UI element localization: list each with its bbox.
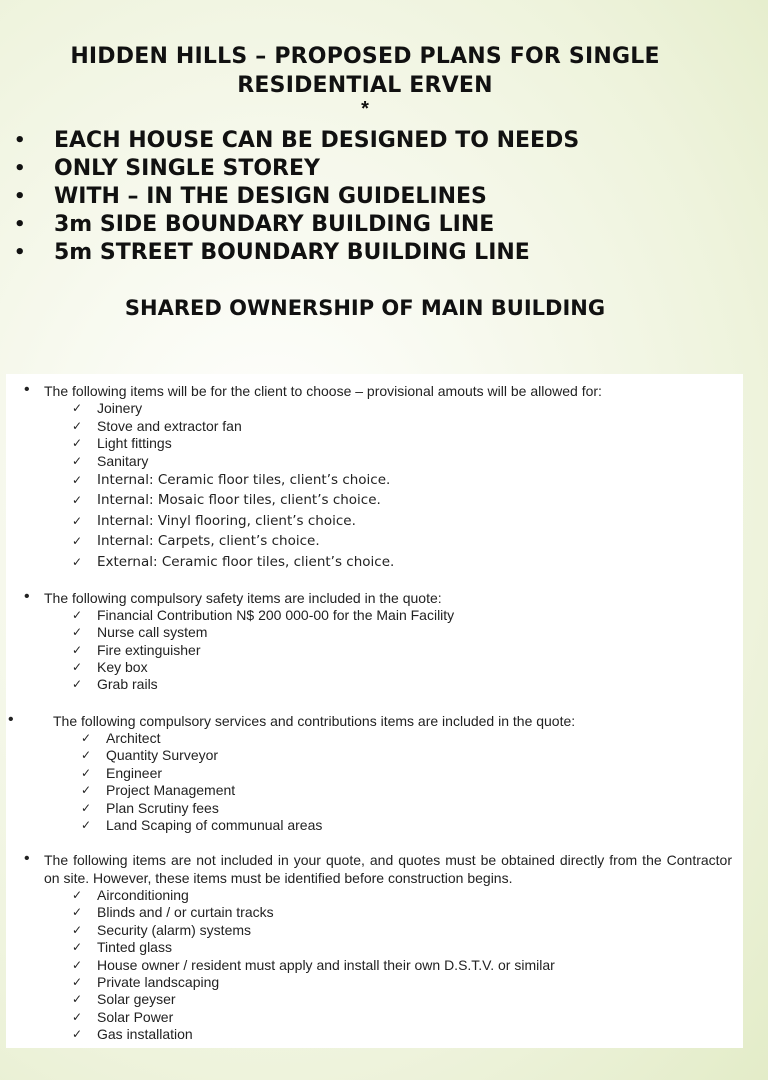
- item-text: Light fittings: [97, 435, 172, 451]
- list-item: [72, 607, 734, 624]
- check-icon: ✓: [81, 731, 92, 745]
- list-item: [72, 957, 732, 974]
- check-icon: ✓: [72, 677, 83, 692]
- page-title: [0, 42, 730, 100]
- list-item: [72, 676, 734, 693]
- check-icon: ✓: [81, 800, 92, 815]
- main-point: [14, 211, 579, 239]
- client-choice-section: [24, 381, 734, 572]
- bullet-icon: •: [8, 711, 14, 728]
- list-item: [72, 1009, 732, 1026]
- check-icon: ✓: [72, 554, 83, 569]
- checklist: [72, 607, 734, 693]
- check-icon: ✓: [81, 748, 92, 763]
- list-item: [81, 800, 733, 817]
- list-item: [81, 765, 733, 782]
- list-item: [72, 552, 734, 572]
- list-item: [72, 642, 734, 659]
- list-item: [72, 974, 732, 991]
- item-text: Plan Scrutiny fees: [106, 799, 219, 816]
- list-item: [72, 400, 734, 418]
- check-icon: ✓: [72, 493, 83, 508]
- item-text: Internal: Mosaic floor tiles, client’s choice.: [97, 492, 381, 509]
- checklist: [72, 400, 734, 572]
- safety-items-section: [24, 588, 734, 693]
- check-icon: ✓: [72, 992, 83, 1007]
- check-icon: ✓: [81, 818, 92, 833]
- item-text: Fire extinguisher: [97, 641, 201, 658]
- bullet-icon: •: [14, 186, 26, 207]
- checklist: [81, 730, 733, 834]
- bullet-icon: •: [24, 588, 30, 605]
- item-text: Joinery: [97, 400, 143, 416]
- item-text: Gas installation: [97, 1026, 193, 1043]
- check-icon: ✓: [72, 957, 83, 972]
- item-text: Stove and extractor fan: [97, 417, 242, 434]
- section-lead: [8, 711, 733, 730]
- main-point: [14, 127, 579, 155]
- list-item: [72, 453, 734, 471]
- bullet-icon: •: [14, 158, 26, 179]
- item-text: Architect: [106, 730, 161, 746]
- check-icon: ✓: [72, 436, 83, 450]
- list-item: [72, 659, 734, 676]
- list-item: [81, 817, 733, 834]
- check-icon: ✓: [72, 905, 83, 920]
- checklist: [72, 887, 732, 1044]
- item-text: Quantity Surveyor: [106, 747, 219, 764]
- main-point: [14, 239, 579, 267]
- check-icon: ✓: [72, 401, 83, 415]
- list-item: [72, 1026, 732, 1043]
- item-text: Solar geyser: [97, 991, 176, 1008]
- main-point-text: 5m STREET BOUNDARY BUILDING LINE: [54, 240, 530, 265]
- list-item: [72, 511, 734, 531]
- item-text: Security (alarm) systems: [97, 921, 252, 938]
- title-line-1: HIDDEN HILLS – PROPOSED PLANS FOR SINGLE: [70, 44, 660, 69]
- item-text: Key box: [97, 658, 148, 675]
- section-lead-text: The following items will be for the client to choose – provisional amouts will be allowed for:: [44, 383, 602, 399]
- list-item: [81, 782, 733, 799]
- item-text: Airconditioning: [97, 887, 189, 903]
- list-item: [72, 922, 732, 939]
- quote-items-panel: [6, 374, 743, 1048]
- list-item: [81, 747, 733, 764]
- item-text: Sanitary: [97, 452, 149, 469]
- main-point: [14, 155, 579, 183]
- check-icon: ✓: [72, 513, 83, 528]
- item-text: Financial Contribution N$ 200 000-00 for the Main Facility: [97, 607, 455, 623]
- asterisk: *: [361, 98, 369, 120]
- check-icon: ✓: [72, 940, 83, 955]
- item-text: Project Management: [106, 782, 236, 799]
- check-icon: ✓: [72, 1009, 83, 1024]
- check-icon: ✓: [72, 888, 83, 902]
- list-item: [72, 991, 732, 1008]
- section-lead: [24, 381, 734, 400]
- excluded-items-section: [24, 850, 732, 1044]
- check-icon: ✓: [81, 783, 92, 798]
- check-icon: ✓: [72, 534, 83, 549]
- section-lead-text: The following items are not included in your quote, and quotes must be obtained directly from the Contractor on site. However, these items must be identified before construction begins.: [44, 852, 732, 886]
- list-item: [72, 904, 732, 921]
- list-item: [72, 887, 732, 904]
- list-item: [72, 531, 734, 551]
- main-point-text: WITH – IN THE DESIGN GUIDELINES: [54, 184, 487, 209]
- shared-ownership-heading: SHARED OWNERSHIP OF MAIN BUILDING: [124, 296, 606, 320]
- list-item: [72, 435, 734, 453]
- services-section: [8, 711, 733, 834]
- section-lead: [24, 850, 732, 887]
- item-text: House owner / resident must apply and install their own D.S.T.V. or similar: [97, 956, 555, 973]
- bullet-icon: •: [24, 381, 30, 398]
- title-line-2: RESIDENTIAL ERVEN: [237, 73, 493, 98]
- item-text: Internal: Vinyl flooring, client’s choice.: [97, 512, 356, 529]
- list-item: [72, 490, 734, 510]
- main-points-list: [14, 127, 579, 267]
- main-point-text: ONLY SINGLE STOREY: [54, 156, 320, 181]
- check-icon: ✓: [72, 1027, 83, 1042]
- list-item: [72, 624, 734, 641]
- item-text: Internal: Ceramic floor tiles, client’s choice.: [97, 472, 391, 488]
- item-text: Internal: Carpets, client’s choice.: [97, 533, 320, 550]
- item-text: External: Ceramic floor tiles, client’s choice.: [97, 553, 395, 570]
- check-icon: ✓: [81, 765, 92, 780]
- section-lead: [24, 588, 734, 607]
- bullet-icon: •: [24, 850, 30, 867]
- list-item: [72, 418, 734, 436]
- main-point-text: 3m SIDE BOUNDARY BUILDING LINE: [54, 212, 495, 237]
- check-icon: ✓: [72, 642, 83, 657]
- check-icon: ✓: [72, 453, 83, 468]
- section-lead-text: The following compulsory services and contributions items are included in the quote:: [53, 713, 576, 729]
- item-text: Engineer: [106, 764, 163, 781]
- check-icon: ✓: [72, 418, 83, 433]
- bullet-icon: •: [14, 214, 26, 235]
- check-icon: ✓: [72, 975, 83, 990]
- check-icon: ✓: [72, 625, 83, 640]
- section-lead-text: The following compulsory safety items are included in the quote:: [44, 590, 442, 606]
- item-text: Tinted glass: [97, 939, 172, 956]
- check-icon: ✓: [72, 608, 83, 622]
- list-item: [72, 470, 734, 490]
- item-text: Grab rails: [97, 676, 158, 693]
- item-text: Private landscaping: [97, 974, 220, 991]
- check-icon: ✓: [72, 922, 83, 937]
- bullet-icon: •: [14, 242, 26, 263]
- item-text: Land Scaping of communual areas: [106, 817, 323, 834]
- check-icon: ✓: [72, 473, 83, 487]
- bullet-icon: •: [14, 130, 26, 151]
- main-point-text: EACH HOUSE CAN BE DESIGNED TO NEEDS: [54, 128, 580, 153]
- list-item: [81, 730, 733, 747]
- item-text: Solar Power: [97, 1008, 174, 1025]
- check-icon: ✓: [72, 659, 83, 674]
- main-point: [14, 183, 579, 211]
- item-text: Blinds and / or curtain tracks: [97, 904, 274, 921]
- item-text: Nurse call system: [97, 624, 208, 641]
- list-item: [72, 939, 732, 956]
